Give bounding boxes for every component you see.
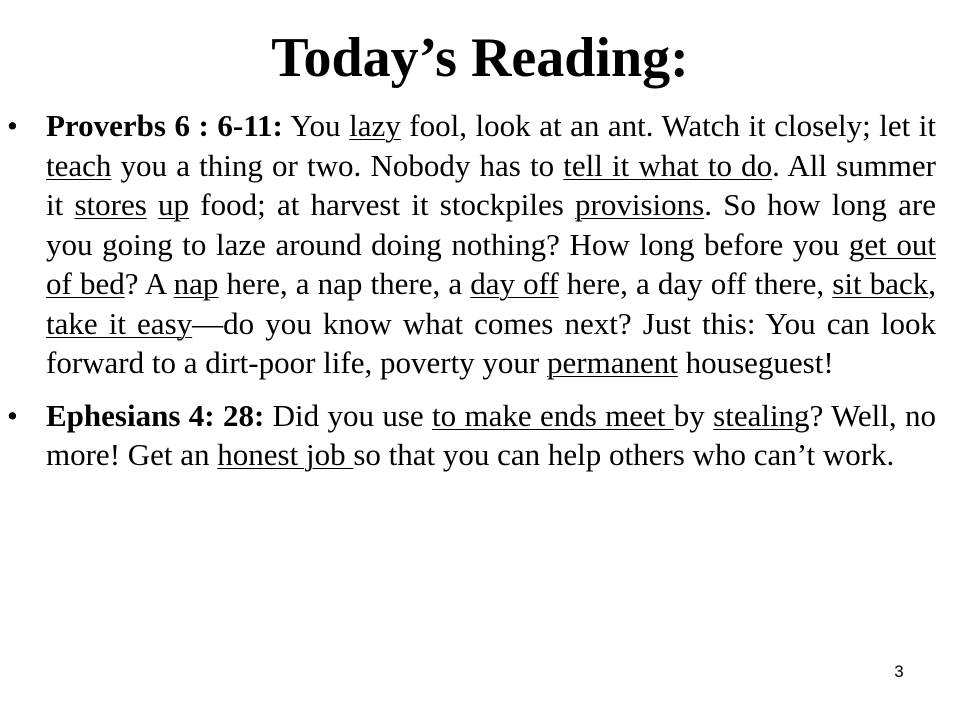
- bullet-dot-icon: •: [7, 397, 18, 433]
- text-segment: houseguest!: [677, 345, 834, 380]
- underlined-phrase: teach: [46, 147, 112, 183]
- bullet-proverbs: [7, 106, 936, 383]
- underlined-phrase: tell it what to do: [563, 147, 773, 183]
- slide-number: 3: [894, 662, 904, 681]
- text-segment: Did you use: [264, 397, 433, 433]
- text-segment: food; at harvest it stockpiles: [189, 187, 576, 222]
- text-segment: ? Well, no more! Get an: [46, 397, 936, 472]
- slide-title: Today’s Reading:: [271, 27, 689, 89]
- underlined-phrase: get out of bed: [46, 226, 936, 301]
- underlined-phrase: honest job: [217, 437, 354, 472]
- scripture-reference: Ephesians 4: 28:: [46, 397, 265, 433]
- underlined-phrase: nap: [173, 266, 219, 301]
- text-segment: . So how long are you going to laze around doing nothing? How long before you: [46, 187, 936, 262]
- bullet-dot-icon: •: [7, 108, 18, 143]
- text-segment: by: [673, 397, 714, 433]
- text-segment: here, a day off there,: [558, 266, 833, 301]
- text-segment: . All summer it: [46, 147, 936, 222]
- text-segment: fool, look at an ant. Watch it closely; let it: [400, 108, 936, 143]
- underlined-phrase: stores: [74, 187, 147, 222]
- underlined-phrase: sit back: [832, 266, 929, 301]
- bullet-list: [0, 106, 960, 475]
- text-segment: You: [282, 108, 350, 143]
- underlined-phrase: up: [158, 187, 190, 222]
- text-segment: —do you know what comes next? Just this: You can look forward to a dirt-poor life, poverty your: [46, 305, 936, 380]
- text-segment: here, a nap there, a: [218, 266, 471, 301]
- underlined-phrase: take it easy: [46, 305, 193, 341]
- scripture-reference: Proverbs 6 : 6-11:: [46, 108, 283, 143]
- text-segment: you a thing or two. Nobody has to: [111, 147, 564, 183]
- underlined-phrase: day off: [470, 266, 559, 301]
- text-segment: ? A: [124, 266, 174, 301]
- underlined-phrase: provisions: [575, 187, 705, 222]
- bullet-ephesians: [7, 396, 936, 475]
- underlined-phrase: lazy: [349, 108, 401, 143]
- underlined-phrase: to make ends meet: [432, 397, 674, 433]
- underlined-phrase: stealing: [713, 397, 810, 433]
- text-segment: ,: [928, 266, 936, 301]
- text-segment: so that you can help others who can’t work.: [353, 437, 895, 472]
- underlined-phrase: permanent: [547, 345, 678, 380]
- text-segment: [147, 187, 158, 222]
